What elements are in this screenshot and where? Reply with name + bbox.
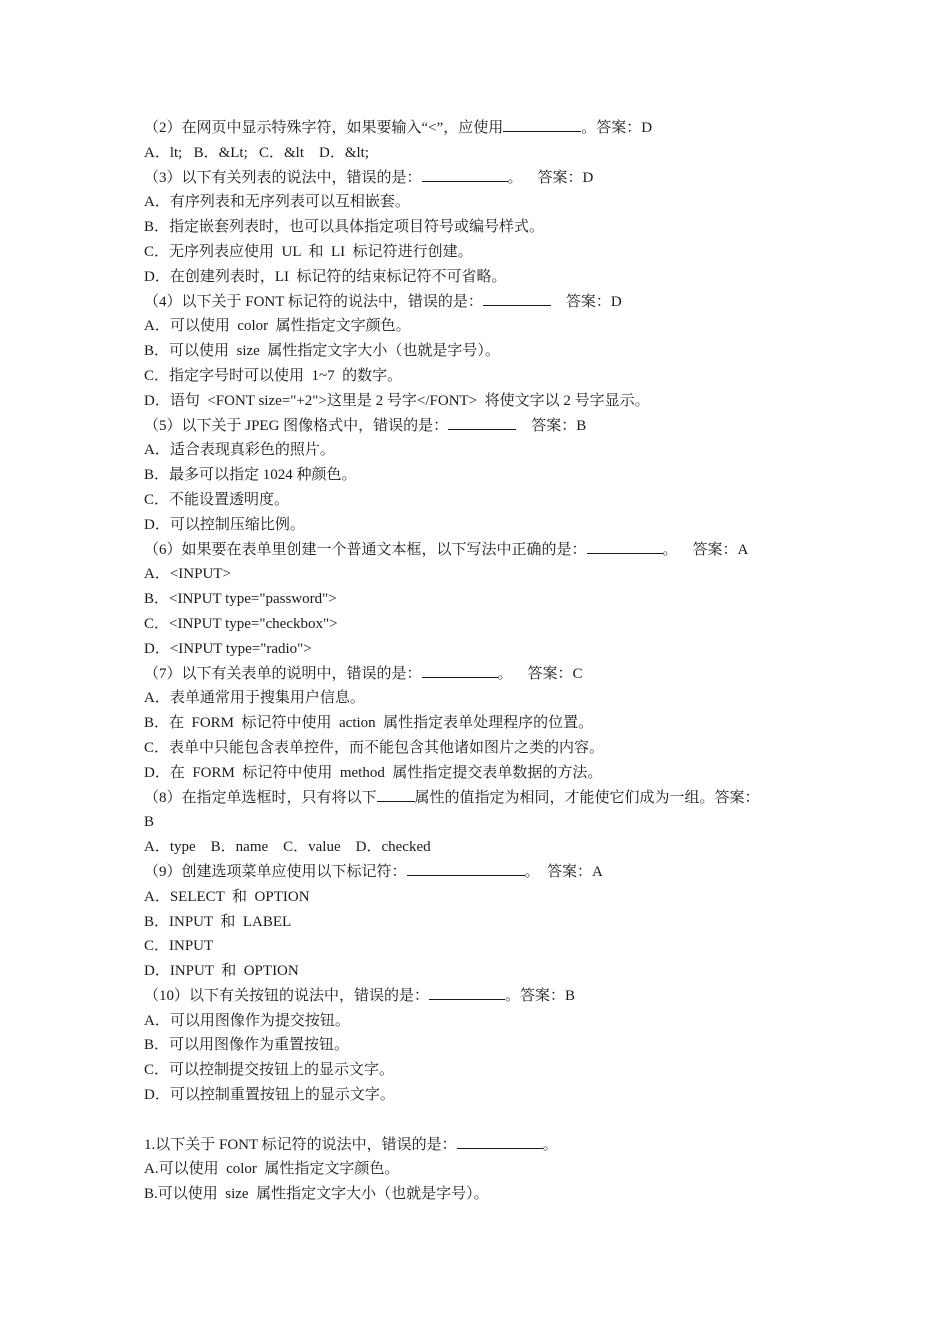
text-line [144,1058,824,1083]
text-line [144,463,824,488]
text-line [144,240,824,265]
answer-blank [587,539,663,554]
answer-blank [457,1134,543,1149]
answer-blank [448,415,516,430]
text-line [144,389,824,414]
text-segment: 。 [542,1136,558,1153]
text-segment: 。 答案：A [662,541,749,558]
text-segment: （5）以下关于 JPEG 图像格式中，错误的是： [144,417,449,434]
text-segment: 。答案：B [505,987,576,1004]
text-segment: A．表单通常用于搜集用户信息。 [144,690,365,707]
text-segment: C．INPUT [144,938,214,955]
text-segment: （6）如果要在表单里创建一个普通文本框，以下写法中正确的是： [144,541,587,558]
text-line [144,1033,824,1058]
text-line [144,265,824,290]
text-segment: C．指定字号时可以使用 1~7 的数字。 [144,367,403,384]
text-segment: A.可以使用 color 属性指定文字颜色。 [144,1161,400,1178]
text-line [144,414,824,439]
text-segment: D．可以控制重置按钮上的显示文字。 [144,1087,395,1104]
text-line [144,215,824,240]
text-line [144,190,824,215]
text-segment: （7）以下有关表单的说明中，错误的是： [144,665,422,682]
text-segment: B [144,814,155,831]
text-line [144,934,824,959]
text-segment: A．适合表现真彩色的照片。 [144,442,335,459]
text-segment: A．lt; B．&Lt; C．&lt D．&lt; [144,144,370,161]
text-line [144,116,824,141]
text-line [144,488,824,513]
answer-blank [483,291,551,306]
text-line [144,984,824,1009]
text-segment: 。答案：D [581,120,653,136]
text-line [144,438,824,463]
text-segment: D．<INPUT type="radio"> [144,640,312,657]
text-line [144,761,824,786]
text-line [144,166,824,191]
text-segment: （3）以下有关列表的说法中，错误的是： [144,169,422,186]
answer-blank [377,787,415,802]
answer-blank [503,117,581,132]
text-line [144,314,824,339]
text-line [144,810,824,835]
text-line [144,1157,824,1182]
text-line [144,339,824,364]
text-line [144,686,824,711]
text-line [144,786,824,811]
text-segment: （9）创建选项菜单应使用以下标记符： [144,863,407,880]
text-segment: B．<INPUT type="password"> [144,591,337,608]
text-line [144,959,824,984]
text-line [144,1009,824,1034]
text-segment: C．<INPUT type="checkbox"> [144,615,338,632]
answer-blank [422,663,498,678]
text-segment: 答案：D [550,293,622,310]
text-segment: B．可以使用 size 属性指定文字大小（也就是字号）。 [144,343,500,360]
text-segment: A．可以用图像作为提交按钮。 [144,1012,350,1029]
text-segment: A．可以使用 color 属性指定文字颜色。 [144,318,411,335]
text-line [144,513,824,538]
text-line [144,711,824,736]
text-line [144,612,824,637]
text-segment: （4）以下关于 FONT 标记符的说法中，错误的是： [144,293,483,310]
text-segment: C．无序列表应使用 UL 和 LI 标记符进行创建。 [144,243,473,260]
text-segment: C．不能设置透明度。 [144,491,290,508]
text-line [144,736,824,761]
text-line [144,885,824,910]
text-line [144,860,824,885]
text-segment: B.可以使用 size 属性指定文字大小（也就是字号）。 [144,1186,489,1203]
text-line [144,1083,824,1108]
text-line [144,1182,824,1207]
text-line [144,587,824,612]
text-segment: B．最多可以指定 1024 种颜色。 [144,467,357,484]
text-segment: A．type B．name C．value D．checked [144,839,431,856]
text-line [144,637,824,662]
text-segment: （8）在指定单选框时，只有将以下 [144,789,377,806]
text-line [144,562,824,587]
empty-line [144,1108,824,1133]
text-segment: D．可以控制压缩比例。 [144,516,305,533]
text-segment: C．表单中只能包含表单控件，而不能包含其他诸如图片之类的内容。 [144,739,605,756]
text-segment: 。 答案：D [507,169,594,186]
text-segment: A．SELECT 和 OPTION [144,888,310,905]
answer-blank [429,985,505,1000]
text-segment: C．可以控制提交按钮上的显示文字。 [144,1062,395,1079]
text-line [144,538,824,563]
text-line [144,910,824,935]
text-segment: B．指定嵌套列表时，也可以具体指定项目符号或编号样式。 [144,219,545,236]
text-line [144,835,824,860]
text-segment: B．可以用图像作为重置按钮。 [144,1037,350,1054]
text-segment: D．在创建列表时，LI 标记符的结束标记符不可省略。 [144,268,507,285]
text-segment: D．在 FORM 标记符中使用 method 属性指定提交表单数据的方法。 [144,764,603,781]
text-segment: （2）在网页中显示特殊字符，如果要输入“<”，应使用 [144,120,504,136]
answer-blank [422,167,508,182]
text-segment: D．INPUT 和 OPTION [144,963,299,980]
answer-blank [407,861,525,876]
text-segment: （10）以下有关按钮的说法中，错误的是： [144,987,430,1004]
text-segment: A．<INPUT> [144,566,231,583]
text-segment: 。 答案：C [497,665,583,682]
text-segment: 1.以下关于 FONT 标记符的说法中，错误的是： [144,1136,457,1153]
text-segment: 答案：B [516,417,587,434]
text-segment: A．有序列表和无序列表可以互相嵌套。 [144,194,410,211]
text-segment: 属性的值指定为相同，才能使它们成为一组。答案： [414,789,760,806]
text-line [144,364,824,389]
text-segment: B．在 FORM 标记符中使用 action 属性指定表单处理程序的位置。 [144,715,594,732]
text-line [144,1133,824,1158]
text-line [144,141,824,166]
text-segment: 。 答案：A [524,863,603,880]
text-line [144,662,824,687]
text-segment: B．INPUT 和 LABEL [144,913,292,930]
text-segment: D．语句 <FONT size="+2">这里是 2 号字</FONT> 将使文字以 2 号字显示。 [144,392,650,409]
text-line [144,290,824,315]
question-text-block [144,116,824,1207]
